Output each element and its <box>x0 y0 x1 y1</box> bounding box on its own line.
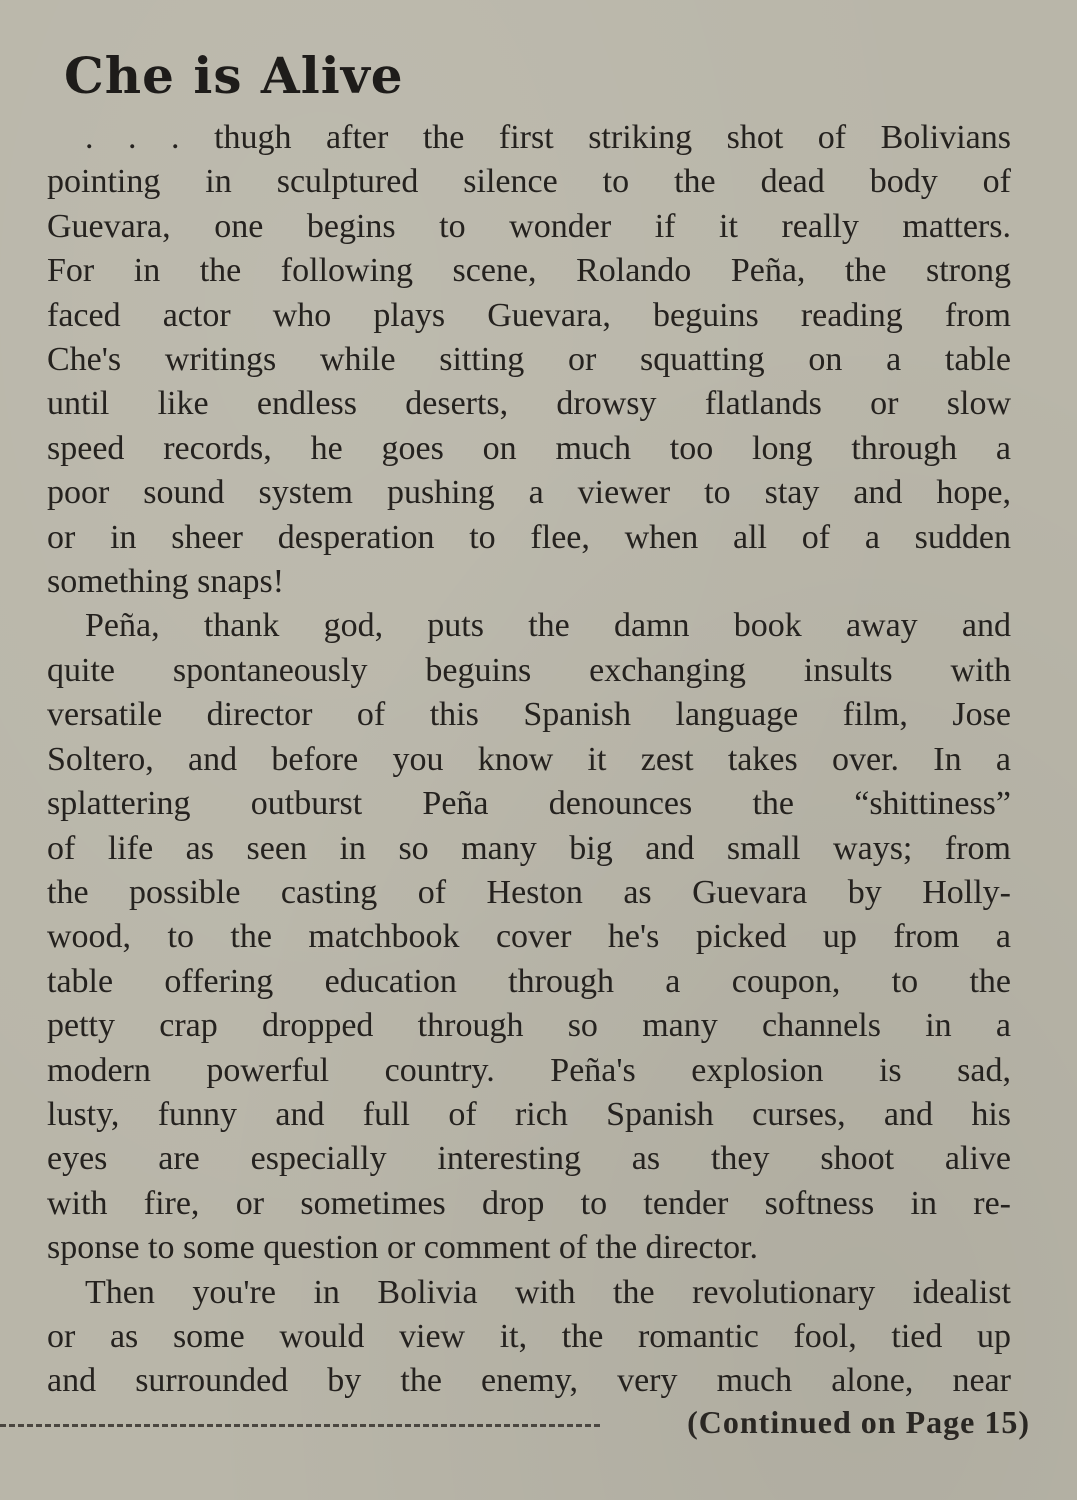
article-line: Che's writings while sitting or squatting on a table <box>47 341 1011 379</box>
article-line: modern powerful country. Peña's explosion is sad, <box>47 1051 1011 1089</box>
article-line: until like endless deserts, drowsy flatlands or slow <box>47 385 1011 423</box>
article-line: or in sheer desperation to flee, when all of a sudden <box>47 518 1011 556</box>
article-line: with fire, or sometimes drop to tender softness in re- <box>47 1184 1011 1222</box>
continued-note: (Continued on Page 15) <box>687 1404 1030 1440</box>
article-line: poor sound system pushing a viewer to stay and hope, <box>47 474 1011 512</box>
article-line: Peña, thank god, puts the damn book away and <box>85 607 1011 645</box>
article-line: petty crap dropped through so many channels in a <box>47 1007 1011 1045</box>
article-line: versatile director of this Spanish language film, Jose <box>47 696 1011 734</box>
article-line: splattering outburst Peña denounces the “shittiness” <box>47 785 1011 823</box>
article-line: . . . thugh after the first striking shot of Bolivians <box>85 119 1011 156</box>
article-line: or as some would view it, the romantic fool, tied up <box>47 1317 1011 1355</box>
article-line: and surrounded by the enemy, very much alone, near <box>47 1362 1011 1400</box>
page-footer <box>0 1400 1030 1444</box>
article-line: wood, to the matchbook cover he's picked up from a <box>47 918 1011 956</box>
article-line: the possible casting of Heston as Guevara by Holly- <box>47 873 1011 911</box>
article-line: pointing in sculptured silence to the dead body of <box>47 163 1011 201</box>
article-line: quite spontaneously beguins exchanging insults with <box>47 651 1011 689</box>
article-line: Then you're in Bolivia with the revolutionary idealist <box>85 1273 1011 1311</box>
article-line: Soltero, and before you know it zest takes over. In a <box>47 740 1011 778</box>
article-line: sponse to some question or comment of the director. <box>47 1229 759 1267</box>
article-line: eyes are especially interesting as they shoot alive <box>47 1140 1011 1178</box>
article-line: Guevara, one begins to wonder if it really matters. <box>47 207 1011 245</box>
article-line: table offering education through a coupon, to the <box>47 962 1011 1000</box>
article-line: of life as seen in so many big and small ways; from <box>47 829 1011 867</box>
article-line: speed records, he goes on much too long through a <box>47 429 1011 467</box>
article-line: something snaps! <box>47 563 285 601</box>
article-body <box>47 116 1011 1404</box>
article-line: For in the following scene, Rolando Peña, the strong <box>47 252 1011 290</box>
article-line: lusty, funny and full of rich Spanish curses, and his <box>47 1095 1011 1133</box>
dashed-rule <box>0 1424 600 1427</box>
article-line: faced actor who plays Guevara, beguins reading from <box>47 296 1011 334</box>
article-headline: Che is Alive <box>64 46 404 105</box>
